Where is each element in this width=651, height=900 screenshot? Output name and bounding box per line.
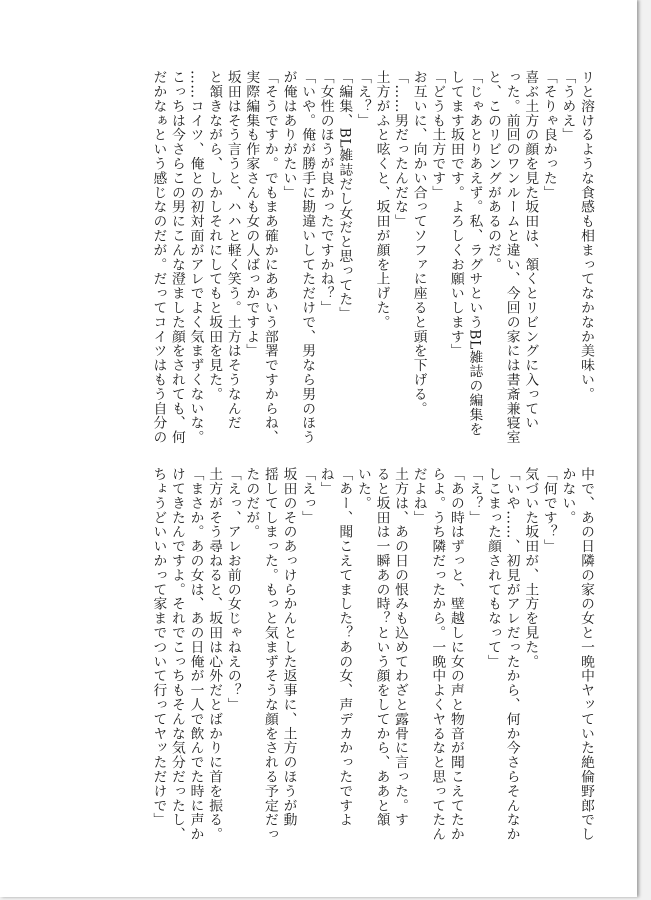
text-line: 揺してしまった。もっと気まずそうな顔をされる予定だっ: [261, 467, 278, 842]
text-line: 坂田はそう言うと、ハハと軽く笑う。土方はそうなんだ: [224, 70, 241, 430]
text-line: 坂田のそのあっけらかんとした返事に、土方のほうが動: [280, 467, 297, 827]
text-line: 「え？」: [354, 70, 371, 128]
text-line: 「えっ、アレお前の女じゃねえの？」: [224, 467, 241, 712]
text-line: ね」: [317, 467, 334, 496]
text-line: お互いに、向かい合ってソファに座ると頭を下げる。: [410, 70, 427, 416]
text-line: しこまった顔されてもなって」: [485, 467, 502, 669]
text-line: かない。: [559, 467, 576, 525]
text-line: リと溶けるような食感も相まってなかなか美味い。: [578, 70, 594, 402]
text-line: ちょうどいいかって家までついて行ってヤッただけで」: [150, 467, 167, 827]
text-line: と、このリビングがあるのだ。: [485, 70, 502, 272]
text-line: 「いや。俺が勝手に勘違いしてただけで、男なら男のほう: [299, 70, 316, 445]
text-line: 「そりゃ良かった」: [540, 70, 557, 200]
text-line: 「どうも土方です」: [429, 70, 446, 200]
text-line: 「え？」: [466, 467, 483, 525]
text-line: ……コイツ、俺との初対面がアレでよく気まずくないな。: [187, 70, 204, 445]
text-line: 「まさか。あの女は、あの日俺が一人で飲んでた時に声か: [187, 467, 204, 842]
text-line: 土方がふと呟くと、坂田が顔を上げた。: [373, 70, 390, 330]
text-line: 「うめえ」: [559, 70, 576, 142]
text-line: 実際編集も作家さんも女の人ばっかですよ」: [243, 70, 260, 358]
text-line: 「あー、聞こえてました？あの女、声デカかったですよ: [336, 467, 353, 827]
text-line: 「あの時はずっと、壁越しに女の声と物音が聞こえてたか: [447, 467, 464, 842]
text-line: 「いや……、初見がアレだったから、何か今さらそんなか: [503, 467, 520, 842]
text-line: こっちは今さらこの男にこんな澄ました顔をされても、何: [168, 70, 185, 445]
text-line: と頷きながら、しかしそれにしてもと坂田を見た。: [206, 70, 223, 402]
text-line: たのだが。: [243, 467, 260, 539]
text-line: 気づいた坂田が、土方を見た。: [522, 467, 539, 669]
text-line: 「編集、BL雑誌だし女だと思ってた」: [336, 70, 353, 321]
text-line: 「何です？」: [540, 467, 557, 554]
text-line: 中で、あの日隣の家の女と一晩中ヤッていた絶倫野郎でし: [578, 467, 594, 842]
text-line: らよ。うち隣だったから。一晩中よくヤるなと思ってたん: [429, 467, 446, 842]
text-line: してます坂田です。よろしくお願いします」: [447, 70, 464, 358]
text-line: 「えっ」: [299, 467, 316, 525]
text-line: 土方は、あの日の恨みも込めてわざと露骨に言った。す: [392, 467, 409, 827]
text-line: が俺はありがたい」: [280, 70, 297, 200]
bottom-text-block: [55, 467, 595, 842]
text-line: だよね」: [410, 467, 427, 525]
text-line: った。前回のワンルームと違い、今回の家には書斎兼寝室: [503, 70, 520, 445]
text-line: だかなぁという感じなのだが。だってコイツはもう自分の: [150, 70, 167, 445]
text-line: 「女性のほうが良かったですかね？」: [317, 70, 334, 315]
text-line: 喜ぶ土方の顔を見た坂田は、頷くとリビングに入ってい: [522, 70, 539, 430]
text-line: 「そうですか。でもまあ確かにああいう部署ですからね、: [261, 70, 278, 445]
text-line: ると坂田は一瞬あの時？という顔をしてから、ああと頷: [373, 467, 390, 827]
top-text-block: [95, 70, 595, 445]
text-line: 「じゃあとりあえず。私、ラグサというBL雑誌の編集を: [466, 70, 483, 437]
text-line: 「……男だったんだな」: [392, 70, 409, 229]
text-line: けてきたんですよ。それでこっちもそんな気分だったし、: [168, 467, 185, 842]
text-line: いた。: [354, 467, 371, 511]
text-line: 土方がそう尋ねると、坂田は心外だとばかりに首を振る。: [206, 467, 223, 842]
